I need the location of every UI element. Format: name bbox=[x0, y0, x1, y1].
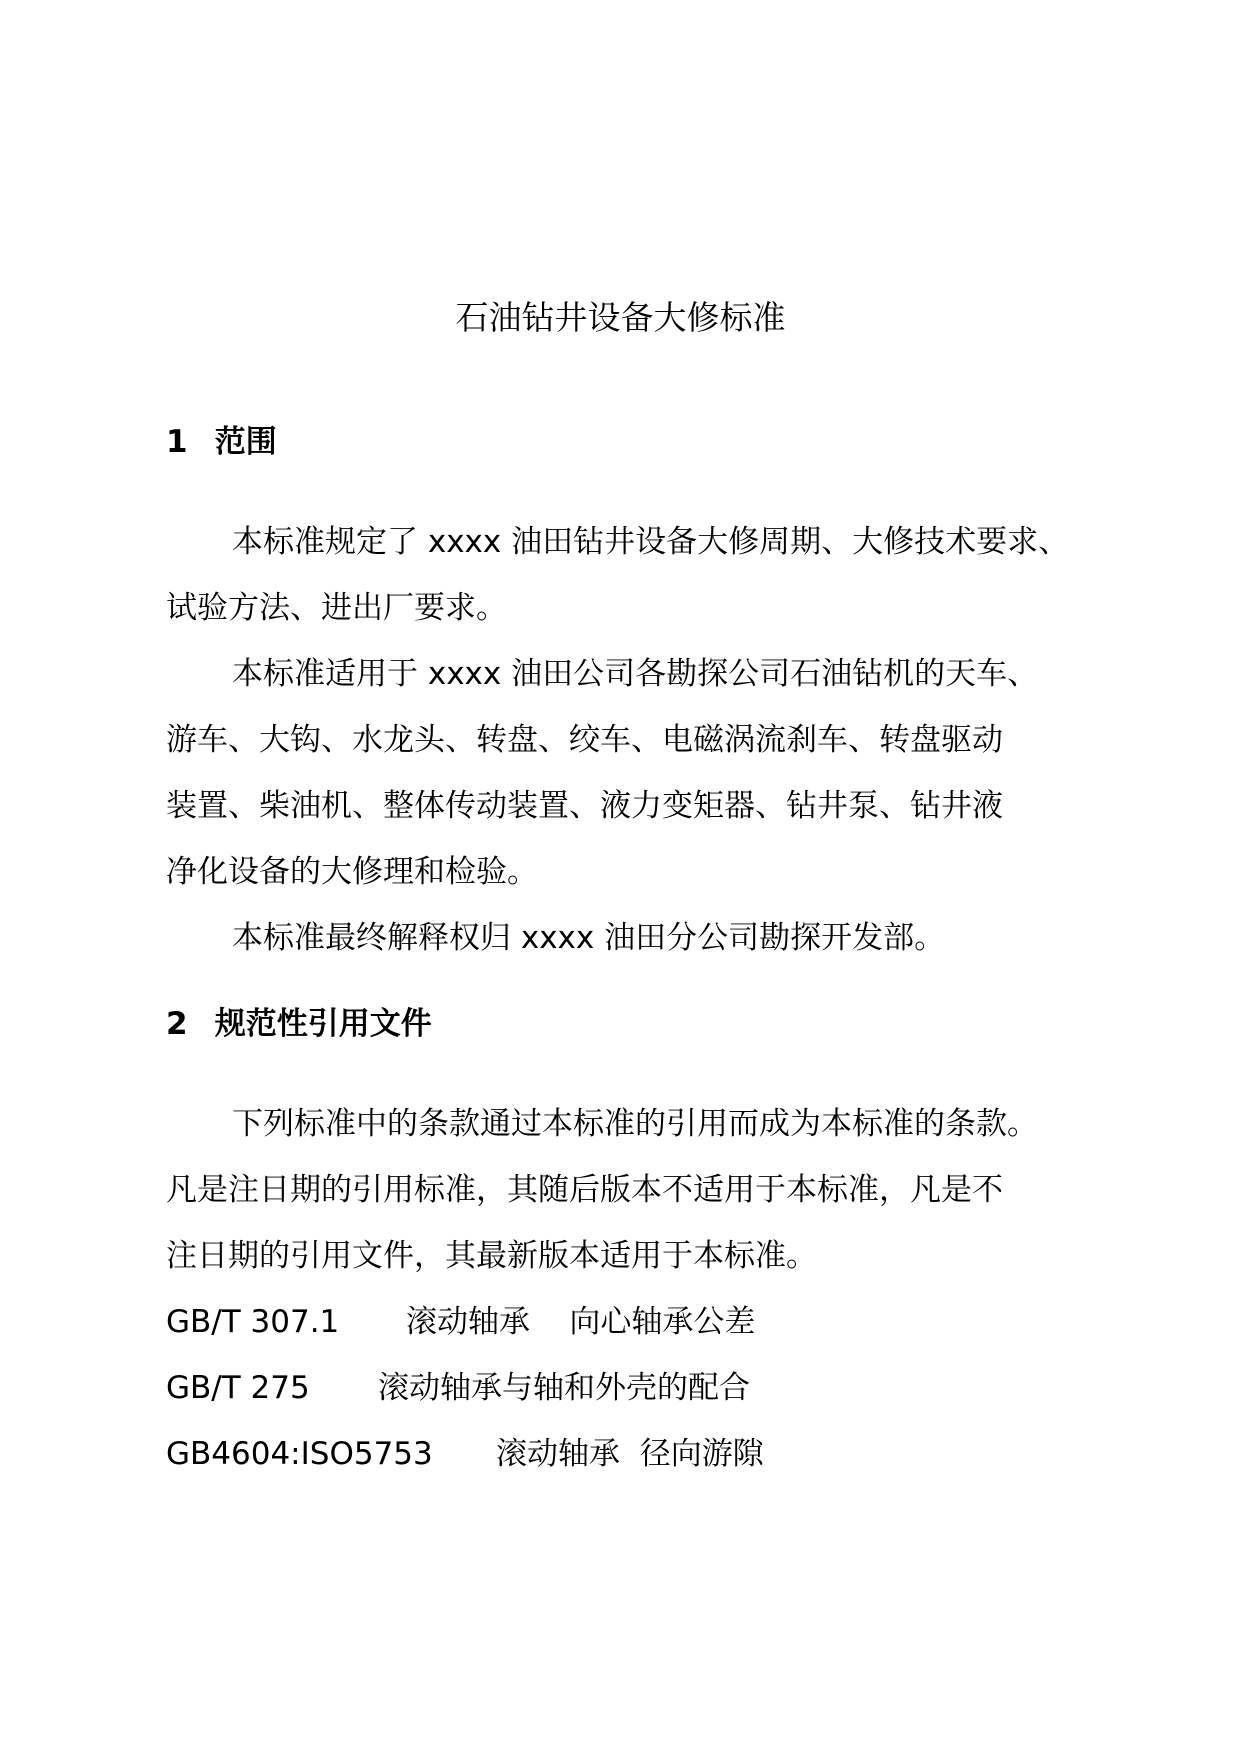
reference-entry bbox=[166, 1366, 866, 1410]
section-heading-scope bbox=[166, 420, 277, 464]
reference-name: 滚动轴承 径向游隙 bbox=[496, 1436, 764, 1472]
section-title: 规范性引用文件 bbox=[214, 1006, 432, 1042]
section-number: 2 bbox=[166, 1006, 188, 1042]
paragraph-line: 游车、大钩、水龙头、转盘、绞车、电磁涡流刹车、转盘驱动 bbox=[166, 722, 1003, 758]
paragraph-line: 试验方法、进出厂要求。 bbox=[166, 590, 507, 626]
reference-code: GB/T 307.1 bbox=[166, 1304, 340, 1340]
paragraph-line: 装置、柴油机、整体传动装置、液力变矩器、钻井泵、钻井液 bbox=[166, 788, 1003, 824]
paragraph-line: 本标准最终解释权归 xxxx 油田分公司勘探开发部。 bbox=[232, 920, 946, 956]
paragraph-line: 本标准适用于 xxxx 油田公司各勘探公司石油钻机的天车、 bbox=[232, 656, 1039, 692]
paragraph-line: 凡是注日期的引用标准，其随后版本不适用于本标准，凡是不 bbox=[166, 1172, 1003, 1208]
paragraph-line: 下列标准中的条款通过本标准的引用而成为本标准的条款。 bbox=[232, 1106, 1038, 1142]
reference-code: GB/T 275 bbox=[166, 1370, 310, 1406]
document-title: 石油钻井设备大修标准 bbox=[455, 298, 786, 337]
reference-entry bbox=[166, 1300, 866, 1344]
reference-entry bbox=[166, 1432, 866, 1476]
paragraph-line: 本标准规定了 xxxx 油田钻井设备大修周期、大修技术要求、 bbox=[232, 524, 1070, 560]
paragraph-line: 注日期的引用文件，其最新版本适用于本标准。 bbox=[166, 1238, 817, 1274]
section-number: 1 bbox=[166, 424, 188, 460]
section-title: 范围 bbox=[214, 424, 277, 460]
paragraph-line: 净化设备的大修理和检验。 bbox=[166, 854, 538, 890]
reference-name: 滚动轴承 向心轴承公差 bbox=[406, 1304, 756, 1340]
reference-name: 滚动轴承与轴和外壳的配合 bbox=[378, 1370, 750, 1406]
reference-code: GB4604:ISO5753 bbox=[166, 1436, 433, 1472]
section-heading-normative-references bbox=[166, 1002, 432, 1046]
